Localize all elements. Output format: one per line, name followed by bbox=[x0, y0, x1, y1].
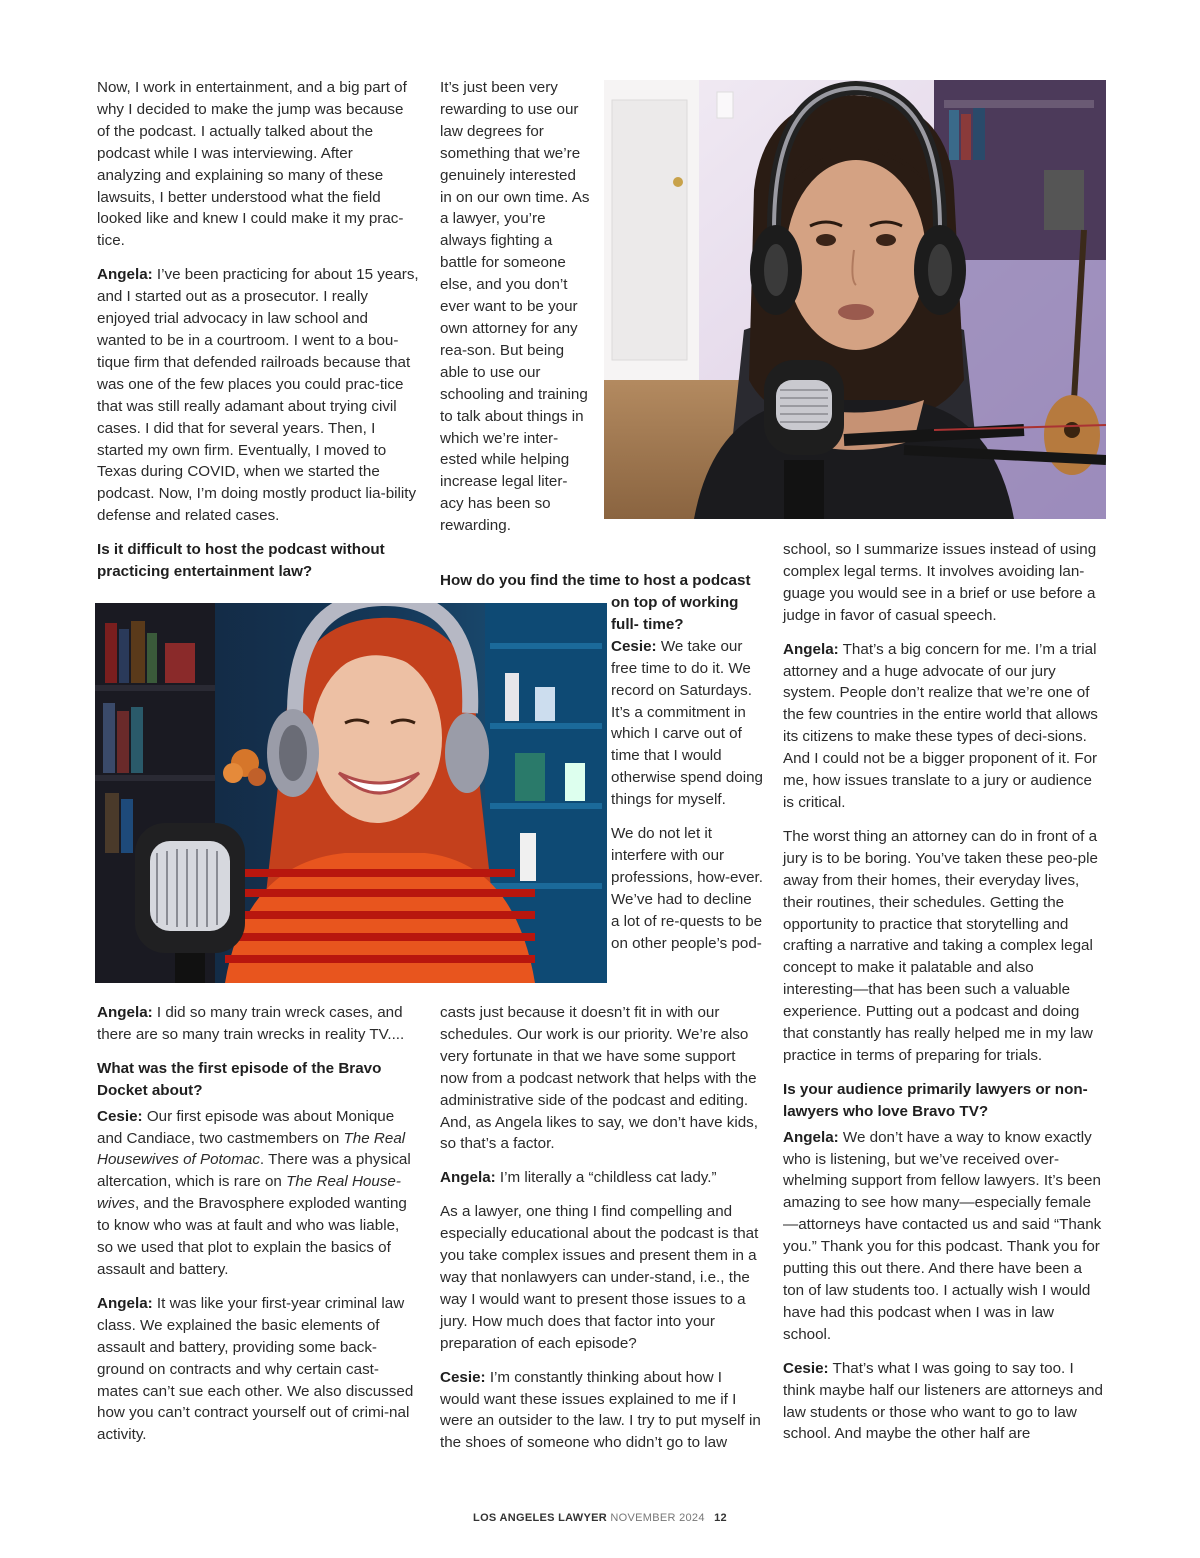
paragraph bbox=[97, 264, 419, 527]
show-title: The Real Housewives of Potomac bbox=[97, 1129, 406, 1169]
paragraph bbox=[783, 639, 1105, 814]
paragraph: Now, I work in entertainment, and a big part of why I decided to make the jump was because of the podcast. I actually talked about the podcast while I was interviewing. After analyzing and explaining so many of these lawsuits, I better understood what the field looked like and knew I could make it my prac-tice. bbox=[97, 79, 407, 250]
paragraph-text: I’ve been practicing for about 15 years, and I started out as a prosecutor. I really enjoyed trial advocacy in law school and wanted to be in a courtroom. I went to a bou-tique firm that defended railroads because that was one of the few places you could prac-tice that was still really adamant about trying civil cases. I did that for several years. Then, I started my own firm. Eventually, I moved to Texas during COVID, when we started the podcast. Now, I’m doing mostly product lia-bility defense and related cases. bbox=[97, 266, 419, 525]
interview-question: Is your audience primarily lawyers or non-lawyers who love Bravo TV? bbox=[783, 1080, 1088, 1120]
speaker-label: Cesie: bbox=[97, 1107, 143, 1125]
photo-cesie-podcast bbox=[95, 603, 607, 983]
photo-cesie-illustration bbox=[95, 603, 607, 983]
speaker-label: Cesie: bbox=[440, 1368, 486, 1386]
middle-column-narrow bbox=[611, 592, 763, 955]
paragraph: It’s just been very rewarding to use our law degrees for something that we’re genuinely interested in on our own time. As a lawyer, you’re always fighting a battle for someone else, and you don’t ever want to be your own attorney for any rea-son. But being able to use our schooling and training to talk about things in which we’re inter-ested while helping increase legal liter-acy has been so rewarding. bbox=[440, 79, 590, 535]
show-title: The Real House-wives bbox=[97, 1173, 401, 1213]
paragraph bbox=[783, 1358, 1105, 1446]
speaker-label: Angela: bbox=[440, 1169, 496, 1187]
paragraph: We do not let it interfere with our professions, how-ever. We’ve had to decline a lot of re-quests to be on other people’s pod- bbox=[611, 825, 763, 952]
paragraph-text: That’s what I was going to say too. I think maybe half our listeners are attorneys and law students or those who want to go to law school. And maybe the other half are bbox=[783, 1359, 1103, 1443]
speaker-label: Angela: bbox=[97, 266, 153, 284]
middle-column-top bbox=[440, 77, 590, 537]
paragraph-text: Our first episode was about Monique and Candiace, two castmembers on bbox=[97, 1107, 395, 1147]
photo-angela-illustration bbox=[604, 80, 1106, 519]
left-column-bottom bbox=[97, 1002, 419, 1446]
paragraph-text: We take our free time to do it. We record on Saturdays. It’s a commitment in which I carve out of time that I would otherwise spend doing things for myself. bbox=[611, 637, 763, 809]
paragraph: casts just because it doesn’t fit in with our schedules. Our work is our priority. We’re also very fortunate in that we have some support now from a podcast network that helps with the administrative side of the podcast and editing. And, as Angela likes to say, we don’t have kids, so that’s a factor. bbox=[440, 1004, 758, 1153]
speaker-label: Angela: bbox=[783, 1128, 839, 1146]
paragraph-text: That’s a big concern for me. I’m a trial attorney and a huge advocate of our jury system. People don’t realize that we’re one of the few countries in the entire world that allows its citizens to make these types of deci-sions. And I could not be a bigger proponent of it. For me, how issues translate to a jury or audience is critical. bbox=[783, 640, 1098, 811]
speaker-label: Cesie: bbox=[783, 1359, 829, 1377]
paragraph-text: . There was a physical altercation, which is rare on bbox=[97, 1151, 411, 1191]
paragraph: school, so I summarize issues instead of using complex legal terms. It involves avoiding lan-guage you would see in a brief or use before a judge in favor of casual speech. bbox=[783, 541, 1097, 624]
paragraph-text: I did so many train wreck cases, and there are so many train wrecks in reality TV.... bbox=[97, 1004, 405, 1043]
speaker-label: Angela: bbox=[783, 640, 839, 658]
page-footer bbox=[0, 1512, 1200, 1524]
interview-question: What was the first episode of the Bravo Docket about? bbox=[97, 1059, 382, 1099]
question-line: How do you find the time to host a podcast bbox=[440, 572, 751, 589]
paragraph bbox=[97, 1002, 419, 1046]
interview-question: Is it difficult to host the podcast without practicing entertainment law? bbox=[97, 541, 385, 581]
paragraph-text: , and the Bravosphere exploded wanting to know who was at fault and who was liable, so we used that plot to explain the basics of assault and battery. bbox=[97, 1195, 407, 1278]
page-number: 12 bbox=[714, 1512, 727, 1524]
left-column-top bbox=[97, 77, 419, 583]
paragraph bbox=[440, 1167, 765, 1189]
paragraph-text: It was like your first-year criminal law class. We explained the basic elements of assault and battery, providing some back-ground on contracts and why certain cast-mates can’t sue each other. We also discussed how you can’t contract yourself out of crimi-nal activity. bbox=[97, 1294, 414, 1444]
paragraph bbox=[440, 1367, 765, 1455]
paragraph: As a lawyer, one thing I find compelling and especially educational about the podcast is that you take complex issues and present them in a way that nonlawyers can under-stand, i.e., the way I would want to present those issues to a jury. How much does that factor into your preparation of each episode? bbox=[440, 1203, 759, 1352]
right-column bbox=[783, 539, 1105, 1445]
speaker-label: Cesie: bbox=[611, 637, 657, 655]
issue-date: NOVEMBER 2024 bbox=[610, 1512, 705, 1524]
speaker-label: Angela: bbox=[97, 1294, 153, 1312]
paragraph bbox=[97, 1106, 419, 1281]
paragraph bbox=[97, 1293, 419, 1446]
paragraph-text: I’m constantly thinking about how I would want these issues explained to me if I were an outsider to the law. I try to put myself in the shoes of someone who didn’t go to law bbox=[440, 1368, 761, 1452]
photo-angela-podcast bbox=[604, 80, 1106, 519]
publication-name: LOS ANGELES LAWYER bbox=[473, 1512, 607, 1524]
paragraph bbox=[611, 636, 763, 811]
middle-column-bottom bbox=[440, 1002, 765, 1454]
paragraph bbox=[783, 1127, 1105, 1346]
paragraph-text: I’m literally a “childless cat lady.” bbox=[495, 1169, 717, 1187]
interview-question bbox=[440, 570, 770, 592]
paragraph: The worst thing an attorney can do in front of a jury is to be boring. You’ve taken these peo-ple away from their homes, their everyday lives, their routines, their schedules. Getting the opportunity to practice that storytelling and crafting a narrative and taking a complex legal concept to make it palatable and also interesting—that has been such a valuable experience. Putting out a podcast and doing that constantly has really helped me in my law practice in terms of preparing for trials. bbox=[783, 827, 1098, 1064]
question-continued: on top of working full- time? bbox=[611, 594, 739, 633]
paragraph-text: We don’t have a way to know exactly who is listening, but we’ve received over-whelming support from fellow lawyers. It’s been amazing to see how many—especially female—attorneys have contacted us and said “Thank you.” Thank you for this podcast. Thank you for putting this out there. And there have been a ton of law students too. I actually wish I would have had this podcast when I was in law school. bbox=[783, 1128, 1102, 1343]
speaker-label: Angela: bbox=[97, 1004, 153, 1021]
